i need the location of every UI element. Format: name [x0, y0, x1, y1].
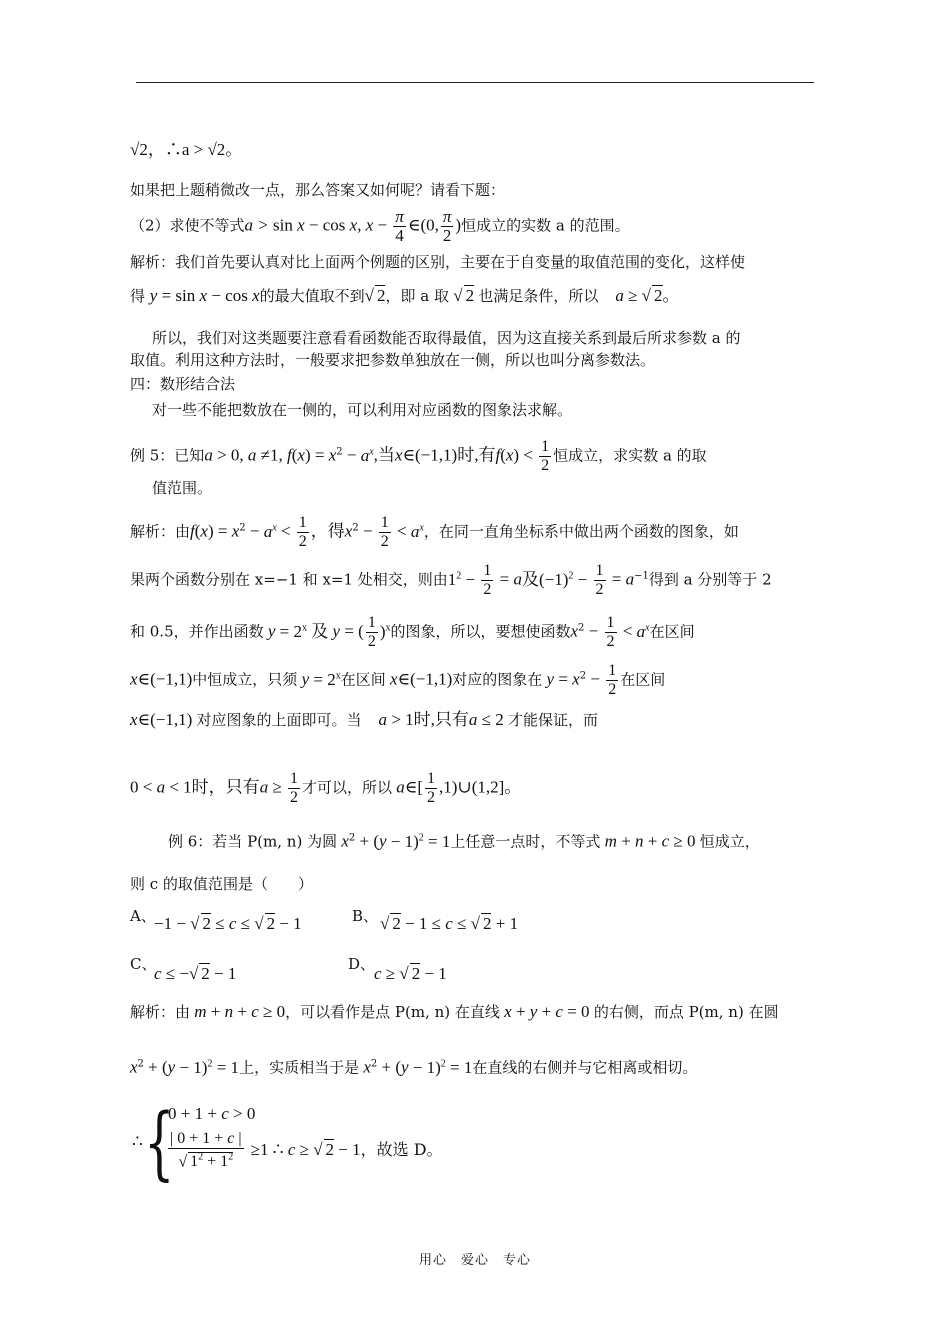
- line-22: 解析：由 m + n + c ≥ 0，可以看作是点 P(m, n) 在直线 x + y + c = 0 的右侧，而点 P(m, n) 在圆: [130, 1002, 779, 1021]
- line-19: 则 c 的取值范围是（ ）: [130, 875, 313, 893]
- line-17: 0 < a < 1时，只有a ≥ $\frac{1}{2}$ 才可以，所以 a∈[ $\frac{1}{2}$ ,1)∪(1,2]。: [130, 770, 522, 806]
- option-a-formula: −1 − √ 2 ≤ c ≤ √ 2 − 1: [154, 914, 302, 933]
- line-6: 所以，我们对这类题要注意看看函数能否取得最值，因为这直接关系到最后所求参数 a 的: [152, 329, 741, 347]
- example-5: 例 5：已知a > 0, a ≠1, $f(x) = x^2 - a^x$,当x∈(−1,1)时,有f(x) < $\frac{1}{2}$ 恒成立，求实数 a 的取: [130, 438, 707, 474]
- line-1: √2，∴a > √2。: [130, 140, 243, 159]
- inequality-system: ∴ { 0 + 1 + c > 0 $\frac{| 0 + 1 + c |}{√ 1^2 + 1^2}$ ≥1 ∴ c ≥ √ 2 − 1，故选 D。: [132, 1096, 443, 1189]
- page-footer: 用心 爱心 专心: [418, 1253, 531, 1268]
- header-rule: [136, 82, 814, 83]
- option-b-formula: √ 2 − 1 ≤ c ≤ √ 2 + 1: [380, 914, 519, 933]
- line-9: 对一些不能把数放在一侧的，可以利用对应函数的图象法求解。: [152, 401, 573, 419]
- line-14: 和 0.5，并作出函数 $y = 2^x$ 及 y = ( $\frac{1}{2}$ )$^x$的图象，所以，要想使函数$x^2$ − $\frac{1}{2}$ < $a^x$在区间: [130, 614, 695, 650]
- option-c-formula: c ≤ −√ 2 − 1: [154, 964, 237, 983]
- line-4: 解析：我们首先要认真对比上面两个例题的区别，主要在于自变量的取值范围的变化，这样使: [130, 253, 746, 271]
- option-c: C、: [130, 955, 157, 973]
- section-heading: 四：数形结合法: [130, 375, 236, 393]
- option-d-formula: c ≥ √ 2 − 1: [374, 964, 447, 983]
- line-16: x∈(−1,1) 对应图象的上面即可。当 a > 1时,只有a ≤ 2 才能保证，而: [130, 710, 599, 729]
- option-a: A、: [130, 907, 156, 925]
- line-15: x∈(−1,1)中恒成立，只须 $y = 2^x$在区间 x∈(−1,1)对应的图象在 $y = x^2$ − $\frac{1}{2}$ 在区间: [130, 662, 666, 698]
- example-6: 例 6：若当 P(m, n) 为圆 $x^2 + (y - 1)^2 = 1$上任意一点时，不等式 m + n + c ≥ 0 恒成立，: [168, 831, 760, 851]
- line-11: 值范围。: [152, 479, 213, 497]
- line-5: 得 y = sin x − cos x的最大值取不到√ 2，即 a 取 √ 2 也满足条件，所以 a ≥ √ 2。: [130, 286, 680, 305]
- formula-ineq: a >: [244, 215, 274, 235]
- left-brace: {: [144, 1096, 175, 1189]
- line-12: 解析：由$f(x) = x^2 - a^x$ < $\frac{1}{2}$ ，得$x^2$ − $\frac{1}{2}$ < $a^x$，在同一直角坐标系中做出两个函数的图象，如: [130, 514, 739, 550]
- line-7: 取值。利用这种方法时，一般要求把参数单独放在一侧，所以也叫分离参数法。: [130, 351, 656, 369]
- line-2: 如果把上题稍微改一点，那么答案又如何呢？请看下题：: [130, 181, 506, 199]
- option-b: B、: [352, 907, 379, 925]
- line-3: （2）求使不等式a > sin x − cos x, x − $\frac{\pi}{4}$ ∈(0, $\frac{\pi}{2}$ )恒成立的实数 a 的范围。: [130, 207, 630, 245]
- line-23: $x^2 + (y - 1)^2 = 1$上，实质相当于是 $x^2 + (y - 1)^2 = 1$在直线的右侧并与它相离或相切。: [130, 1057, 698, 1077]
- line-13: 果两个函数分别在 x=−1 和 x=1 处相交，则由$1^2$ − $\frac{1}{2}$ = a及$(-1)^2$ − $\frac{1}{2}$ = $a^{-1}$得到 a 分别等于 2: [130, 562, 772, 598]
- option-d: D、: [348, 955, 376, 973]
